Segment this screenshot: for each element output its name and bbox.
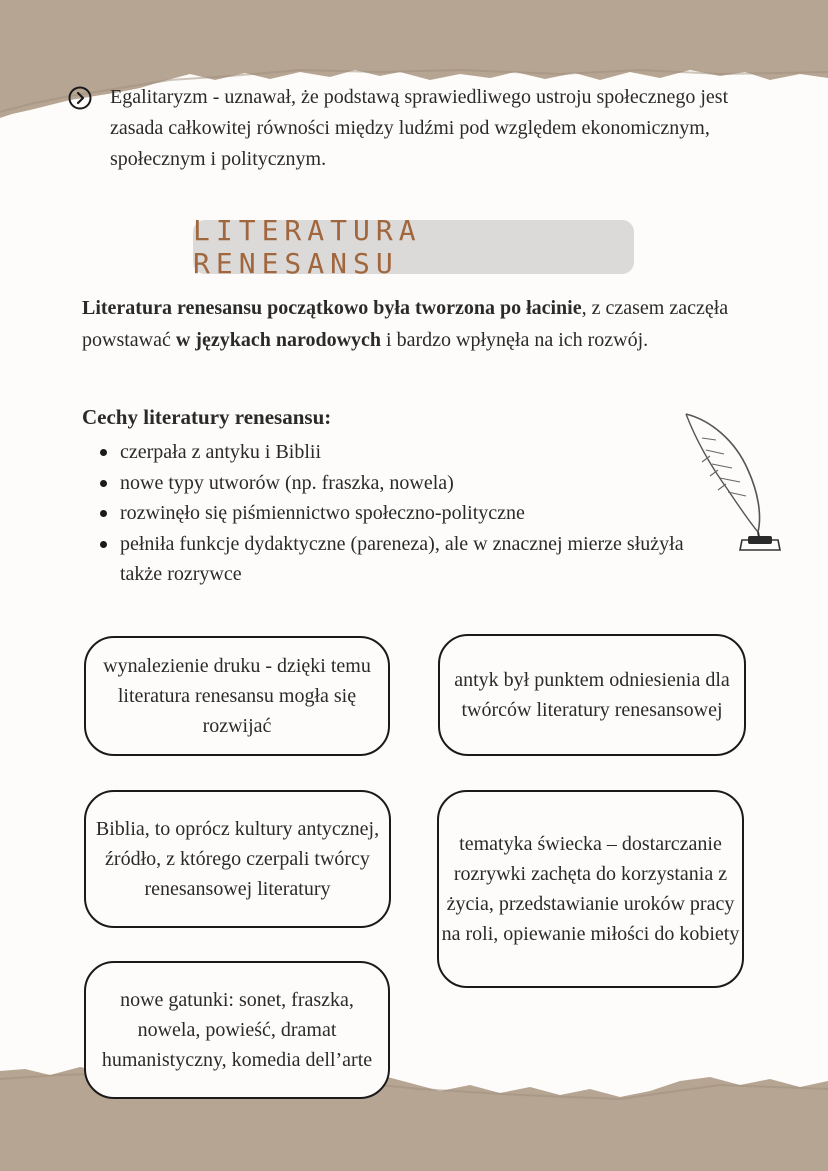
intro-section [68, 82, 768, 175]
list-item: rozwinęło się piśmiennictwo społeczno-polityczne [100, 498, 700, 529]
list-item: pełniła funkcje dydaktyczne (pareneza), ale w znacznej mierze służyła także rozrywce [100, 529, 700, 590]
section-title: LITERATURA RENESANSU [193, 214, 422, 280]
card-text: tematyka świecka – dostarczanie rozrywki zachęta do korzystania z życia, przedstawianie uroków pracy na roli, opiewanie miłości do kobiety [441, 833, 740, 945]
intro-paragraph [82, 292, 762, 356]
section-banner [193, 214, 634, 280]
info-card [84, 961, 390, 1099]
features-title: Cechy literatury renesansu: [82, 405, 332, 429]
info-card [84, 636, 390, 756]
info-card [437, 790, 744, 988]
card-text: antyk był punktem odniesienia dla twórców literatury renesansowej [454, 669, 730, 721]
list-item: czerpała z antyku i Biblii [100, 437, 700, 468]
info-card [438, 634, 746, 756]
intro-text: Egalitaryzm - uznawał, że podstawą sprawiedliwego ustroju społecznego jest zasada całkowitej równości między ludźmi pod względem ekonomicznym, społecznym i politycznym. [110, 86, 729, 170]
card-text: wynalezienie druku - dzięki temu literatura renesansu mogła się rozwijać [103, 655, 371, 737]
paragraph-text-1: , z czasem zaczęła powstawać [82, 297, 729, 351]
list-item: nowe typy utworów (np. fraszka, nowela) [100, 468, 700, 499]
features-list [100, 437, 700, 590]
chevron-right-circle-icon [68, 86, 92, 110]
paragraph-bold-1: Literatura renesansu początkowo była tworzona po łacinie [82, 297, 582, 319]
paragraph-bold-2: w językach narodowych [175, 329, 382, 351]
info-card [84, 790, 391, 928]
quill-inkwell-icon [680, 410, 785, 555]
paragraph-text-2: i bardzo wpłynęła na ich rozwój. [381, 329, 649, 351]
card-text: nowe gatunki: sonet, fraszka, nowela, powieść, dramat humanistyczny, komedia dell’arte [101, 989, 373, 1071]
card-text: Biblia, to oprócz kultury antycznej, źródło, z którego czerpali twórcy renesansowej literatury [95, 818, 380, 900]
